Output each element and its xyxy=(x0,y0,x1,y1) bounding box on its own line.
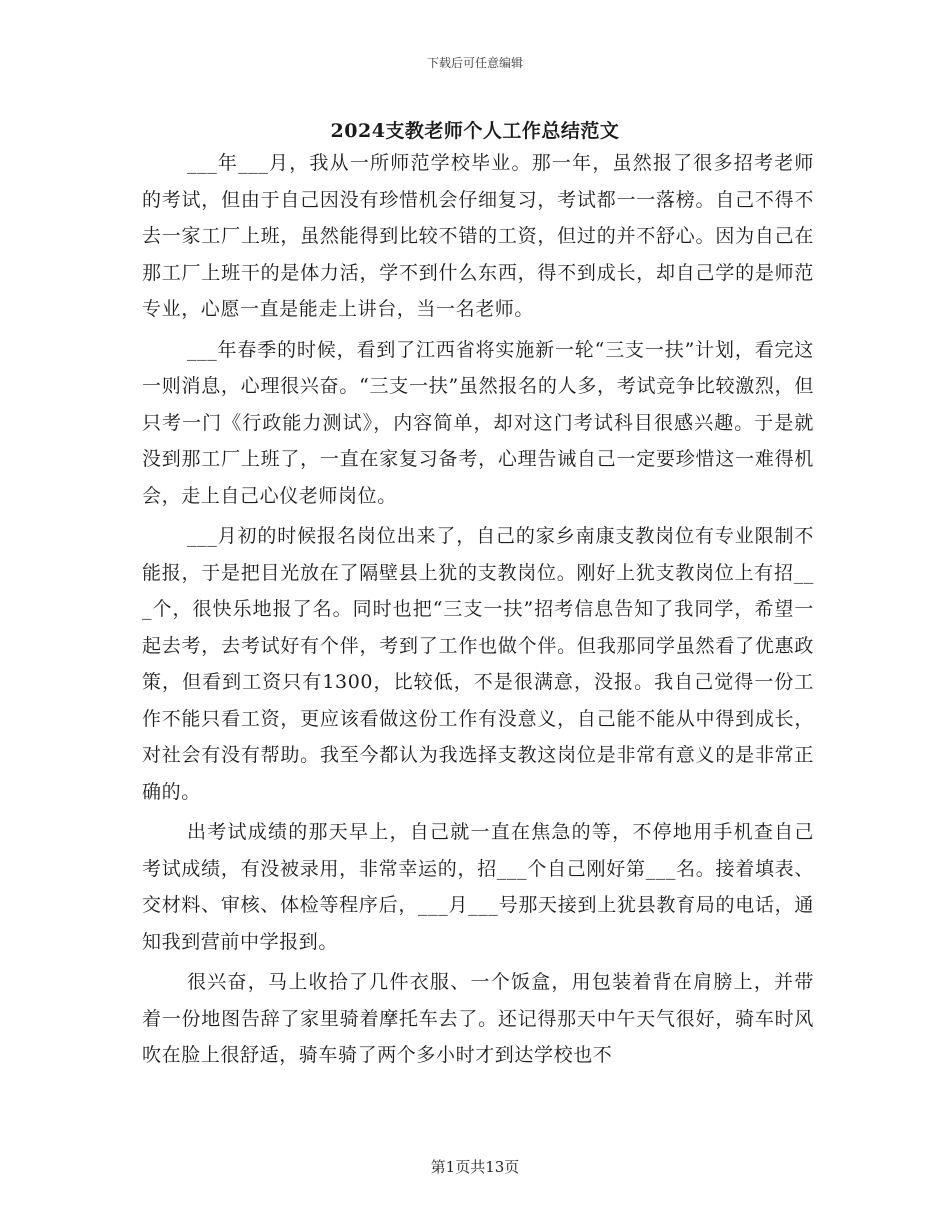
paragraph-5: 很兴奋，马上收拾了几件衣服、一个饭盒，用包装着背在肩膀上，并带着一份地图告辞了家里骑着摩托车去了。还记得那天中午天气很好，骑车时风吹在脸上很舒适，骑车骑了两个多小时才到达学校也不 xyxy=(142,971,814,1066)
download-edit-note: 下载后可任意编辑 xyxy=(426,56,523,70)
paragraph-3: ___月初的时候报名岗位出来了，自己的家乡南康支教岗位有专业限制不能报，于是把目光放在了隔壁县上犹的支教岗位。刚好上犹支教岗位上有招___个，很快乐地报了名。同时也把“三支一扶”招考信息告知了我同学，希望一起去考，去考试好有个伴，考到了工作也做个伴。但我那同学虽然看了优惠政策，但看到工资只有1300，比较低，不是很满意，没报。我自己觉得一份工作不能只看工资，更应该看做这份工作有没意义，自己能不能从中得到成长，对社会有没有帮助。我至今都认为我选择支教这岗位是非常有意义的是非常正确的。 xyxy=(142,525,814,803)
page-number-footer: 第1页共13页 xyxy=(430,1158,520,1176)
document-title: 2024支教老师个人工作总结范文 xyxy=(330,120,620,142)
paragraph-2: ___年春季的时候，看到了江西省将实施新一轮“三支一扶”计划，看完这一则消息，心理很兴奋。“三支一扶”虽然报名的人多，考试竞争比较激烈，但只考一门《行政能力测试》，内容简单，却对这门考试科目很感兴趣。于是就没到那工厂上班了，一直在家复习备考，心理告诫自己一定要珍惜这一难得机会，走上自己心仪老师岗位。 xyxy=(142,338,814,507)
paragraph-4: 出考试成绩的那天早上，自己就一直在焦急的等，不停地用手机查自己考试成绩，有没被录用，非常幸运的，招___个自己刚好第___名。接着填表、交材料、审核、体检等程序后，___月___号那天接到上犹县教育局的电话，通知我到营前中学报到。 xyxy=(142,821,814,953)
paragraph-1: ___年___月，我从一所师范学校毕业。那一年，虽然报了很多招考老师的考试，但由于自己因没有珍惜机会仔细复习，考试都一一落榜。自己不得不去一家工厂上班，虽然能得到比较不错的工资，但过的并不舒心。因为自己在那工厂上班干的是体力活，学不到什么东西，得不到成长，却自己学的是师范专业，心愿一直是能走上讲台，当一名老师。 xyxy=(142,152,814,320)
document-body xyxy=(142,145,814,1078)
